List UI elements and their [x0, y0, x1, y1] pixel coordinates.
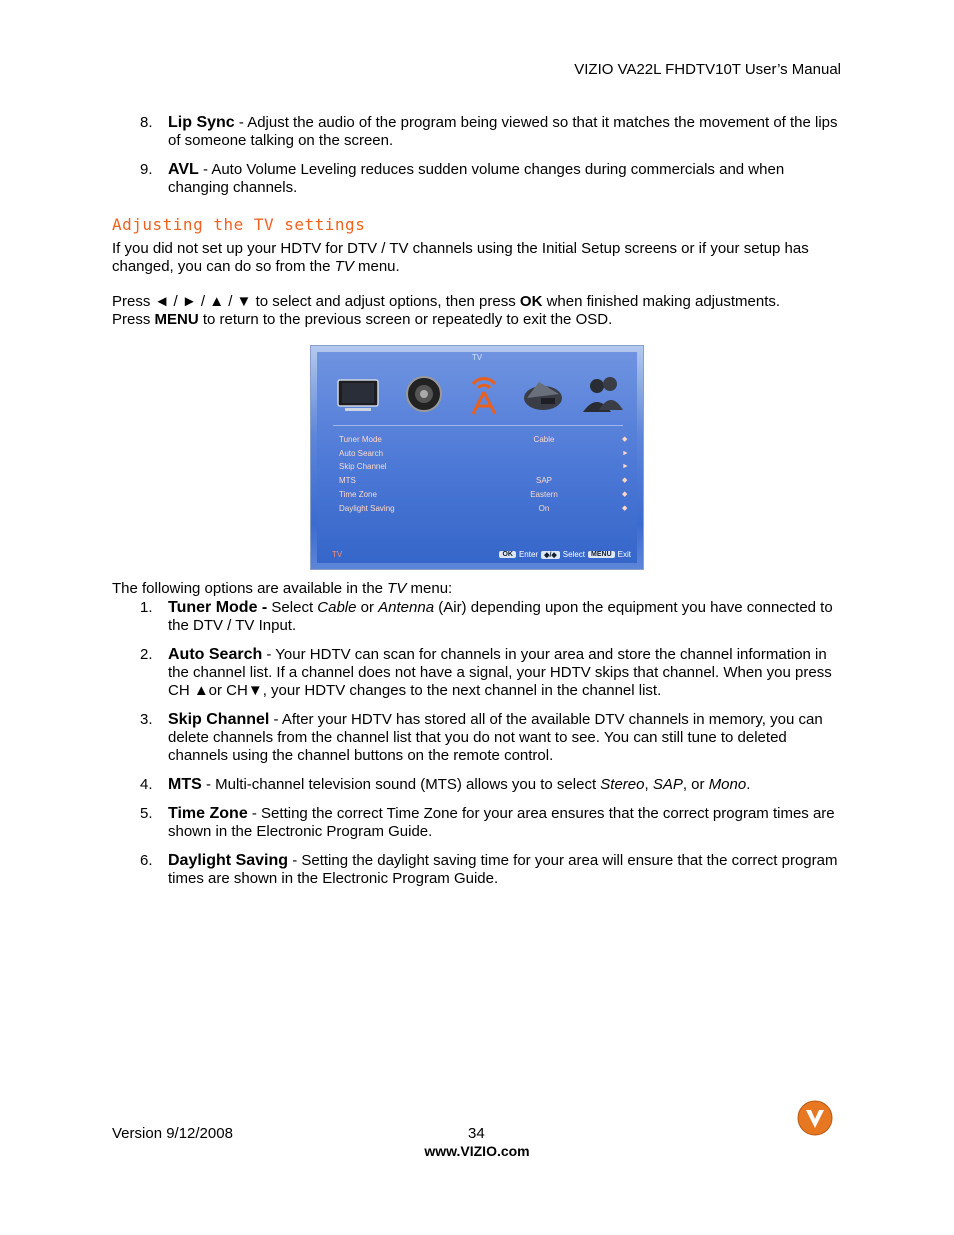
- osd-screenshot: [310, 345, 644, 570]
- osd-menu-item-tuner-mode[interactable]: Tuner Mode: [339, 435, 382, 444]
- list-item: [112, 161, 844, 197]
- footer-url[interactable]: www.VIZIO.com: [424, 1143, 530, 1159]
- select-key: ◆/◆: [541, 551, 560, 559]
- list-item: 1. Tuner Mode - Select Cable or Antenna (Air) depending upon the equipment you have connected to the DTV / TV Input.: [140, 599, 833, 634]
- osd-arrows: [622, 433, 629, 515]
- item-desc: - Adjust the audio of the program being viewed so that it matches the movement of the lips of someone talking on the screen.: [168, 114, 838, 149]
- osd-menu-item-mts[interactable]: MTS: [339, 476, 356, 486]
- item-term: Auto Search: [168, 646, 263, 663]
- antenna-icon: [461, 372, 507, 416]
- item-desc: - Auto Volume Leveling reduces sudden volume changes during commercials and when changing channels.: [168, 161, 785, 196]
- right-arrow-icon: ►: [622, 463, 629, 471]
- item-desc: - After your HDTV has stored all of the available DTV channels in memory, you can delete channels from the channel list that you do not want to see. You can still tune to deleted channels using the channel buttons on the remote control.: [168, 711, 823, 764]
- right-arrow-icon: ►: [622, 449, 629, 457]
- osd-footer-tv: TV: [332, 550, 343, 559]
- osd-menu-item-time-zone[interactable]: Time Zone: [339, 489, 377, 499]
- item-term: Time Zone: [168, 805, 248, 822]
- osd-value: Eastern: [530, 489, 558, 499]
- left-right-arrows-icon: ◆: [622, 490, 628, 498]
- item-term: AVL: [168, 161, 199, 178]
- select-hint: Select: [562, 550, 586, 559]
- osd-value: SAP: [535, 476, 552, 486]
- item-term: Tuner Mode -: [168, 599, 268, 616]
- intro-paragraph: If you did not set up your HDTV for DTV / TV channels using the Initial Setup screens or if your setup has changed, you can do so from the TV menu.: [112, 240, 809, 275]
- tv-icon: [335, 372, 381, 416]
- left-right-arrows-icon: ◆: [622, 504, 628, 512]
- osd-menu-item-auto-search[interactable]: Auto Search: [339, 448, 384, 458]
- item-number: 3.: [140, 711, 153, 728]
- item-term: Skip Channel: [168, 711, 270, 728]
- section-heading: Adjusting the TV settings: [112, 215, 366, 234]
- item-number: 9.: [140, 161, 153, 178]
- list-item: [112, 646, 844, 700]
- ok-key: OK: [499, 551, 516, 558]
- speaker-icon: [401, 372, 447, 416]
- menu-key: MENU: [588, 551, 615, 558]
- item-desc: - Setting the daylight saving time for your area will ensure that the correct program times are shown in the Electronic Program Guide.: [168, 852, 838, 887]
- osd-value: [517, 460, 571, 474]
- item-number: 5.: [140, 805, 153, 822]
- header-title: VIZIO VA22L FHDTV10T User’s Manual: [574, 61, 841, 78]
- item-number: 4.: [140, 776, 153, 793]
- item-desc: - Your HDTV can scan for channels in your area and store the channel information in the channel list. If a channel does not have a signal, your HDTV skips that channel. When you press CH ▲or CH▼, your HDTV changes to the next channel in the channel list.: [168, 646, 832, 699]
- instructions-paragraph: Press ◄ / ► / ▲ / ▼ to select and adjust options, then press OK when finished making adjustments. Press MENU to return to the previous screen or repeatedly to exit the OSD.: [112, 293, 781, 328]
- osd-value: [517, 447, 571, 461]
- list-item: [112, 852, 844, 888]
- osd-divider: [333, 425, 623, 426]
- osd-menu-item-skip-channel[interactable]: Skip Channel: [339, 462, 387, 472]
- options-intro: The following options are available in the TV menu:: [112, 580, 453, 597]
- item-term: MTS: [168, 776, 202, 793]
- item-term: Lip Sync: [168, 114, 235, 131]
- left-right-arrows-icon: ◆: [622, 436, 628, 443]
- exit-hint: Exit: [617, 550, 631, 559]
- osd-title: TV: [471, 353, 483, 362]
- item-number: 6.: [140, 852, 153, 869]
- osd-footer-hints: [499, 550, 631, 559]
- page-number: 34: [468, 1125, 485, 1142]
- osd-value: On: [538, 503, 550, 513]
- list-item: [112, 805, 844, 841]
- list-item: [112, 711, 844, 765]
- osd-value: Cable: [533, 435, 555, 444]
- footer-version: Version 9/12/2008: [112, 1125, 233, 1142]
- item-number: 1.: [140, 599, 153, 616]
- osd-menu-list: [339, 433, 395, 515]
- item-desc: - Setting the correct Time Zone for your area ensures that the correct program times are shown in the Electronic Program Guide.: [168, 805, 835, 840]
- list-item: 4. MTS - Multi-channel television sound (MTS) allows you to select Stereo, SAP, or Mono.: [140, 776, 751, 793]
- osd-menu-item-daylight-saving[interactable]: Daylight Saving: [339, 503, 395, 513]
- settings-icon: [519, 372, 565, 416]
- item-term: Daylight Saving: [168, 852, 289, 869]
- enter-hint: Enter: [518, 550, 539, 559]
- users-icon: [579, 372, 625, 416]
- item-number: 8.: [140, 114, 153, 131]
- list-item: [112, 114, 844, 150]
- left-right-arrows-icon: ◆: [622, 477, 628, 485]
- item-number: 2.: [140, 646, 153, 663]
- vizio-logo-icon: [797, 1100, 833, 1136]
- osd-values: [517, 433, 571, 515]
